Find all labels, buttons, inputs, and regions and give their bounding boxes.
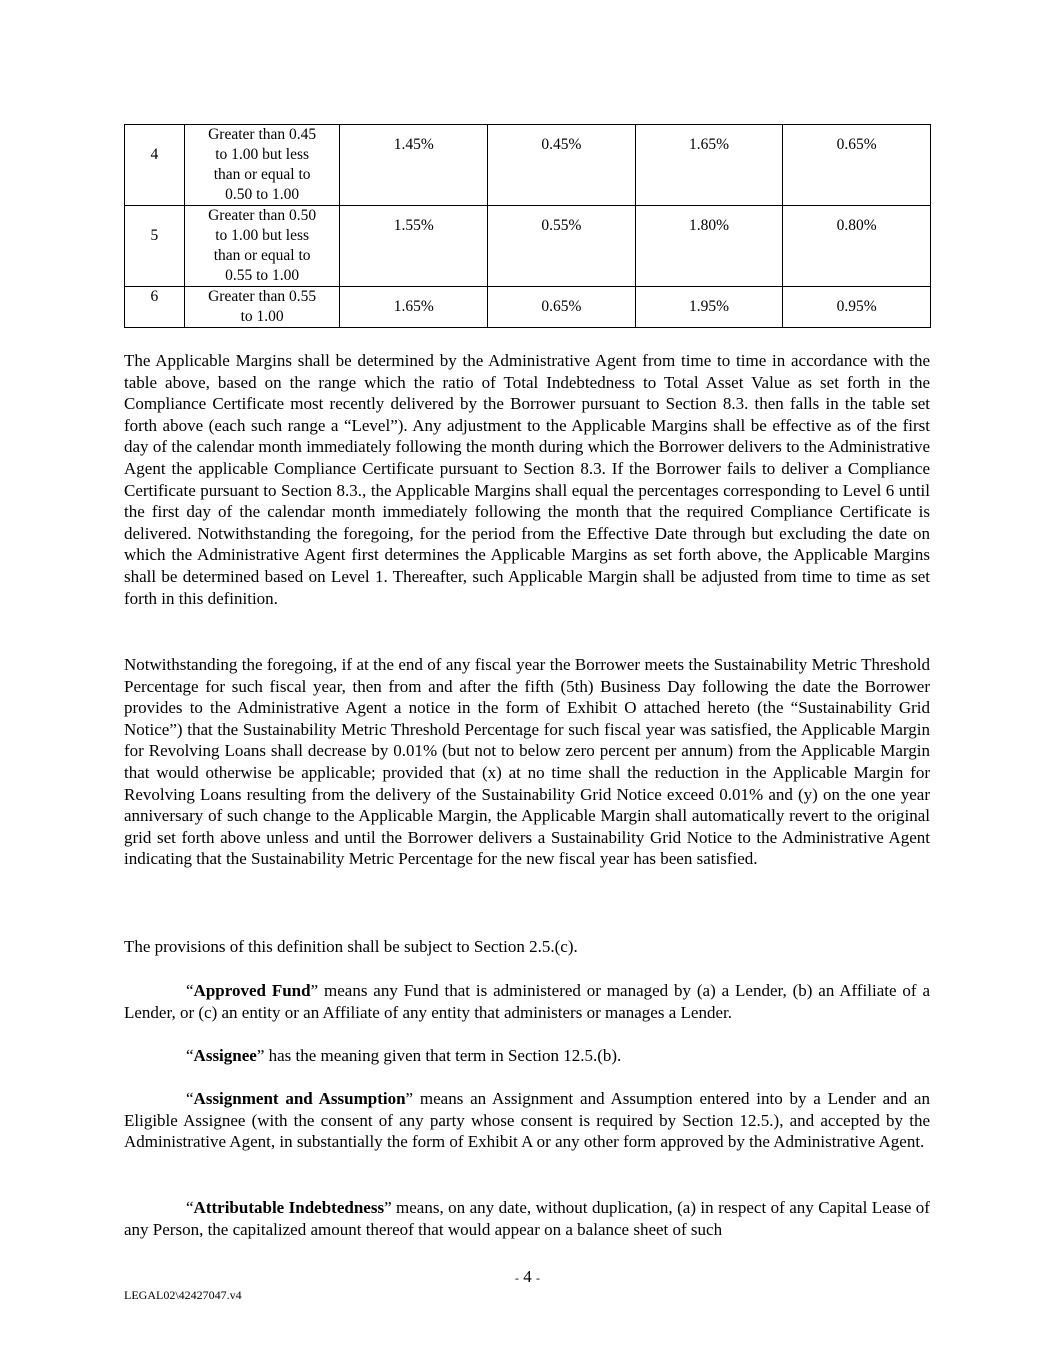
defined-term: Attributable Indebtedness	[193, 1198, 385, 1217]
range-cell: Greater than 0.55 to 1.00	[184, 287, 340, 328]
definition-assignment-and-assumption: “Assignment and Assumption” means an Assignment and Assumption entered into by a Lender and an Eligible Assignee (with the consent of any party whose consent is required by Section 12.5.), and accepted by the Administrative Agent, in substantially the form of Exhibit A or any other form approved by the Administrative Agent.	[124, 1089, 930, 1152]
page-number: - 4 -	[515, 1267, 540, 1286]
margin-value-cell: 0.80%	[783, 206, 931, 287]
range-cell: Greater than 0.50 to 1.00 but less than or equal to 0.55 to 1.00	[184, 206, 340, 287]
margin-value-cell: 0.55%	[488, 206, 636, 287]
level-cell: 6	[125, 287, 185, 328]
table-row	[125, 287, 931, 328]
margin-value-cell: 0.65%	[488, 287, 636, 328]
applicable-margin-table	[124, 124, 931, 328]
definition-approved-fund: “Approved Fund” means any Fund that is administered or managed by (a) a Lender, (b) an Affiliate of a Lender, or (c) an entity or an Affiliate of any entity that administers or manages a Lender.	[124, 981, 930, 1022]
range-cell: Greater than 0.45 to 1.00 but less than or equal to 0.50 to 1.00	[184, 125, 340, 206]
margin-value-cell: 0.45%	[488, 125, 636, 206]
document-id: LEGAL02\42427047.v4	[124, 1288, 242, 1302]
margin-value-cell: 1.45%	[340, 125, 488, 206]
margin-value-cell: 1.65%	[635, 125, 783, 206]
provisions-paragraph: The provisions of this definition shall be subject to Section 2.5.(c).	[124, 937, 578, 956]
level-cell: 5	[125, 206, 185, 287]
margin-value-cell: 0.65%	[783, 125, 931, 206]
defined-term: Approved Fund	[193, 981, 311, 1000]
table-row	[125, 206, 931, 287]
defined-term: Assignee	[193, 1046, 257, 1065]
defined-term: Assignment and Assumption	[193, 1089, 406, 1108]
margin-value-cell: 1.80%	[635, 206, 783, 287]
definition-assignee: “Assignee” has the meaning given that term in Section 12.5.(b).	[186, 1046, 622, 1065]
applicable-margins-paragraph: The Applicable Margins shall be determined by the Administrative Agent from time to time in accordance with the table above, based on the range which the ratio of Total Indebtedness to Total Asset Value as set forth in the Compliance Certificate most recently delivered by the Borrower pursuant to Section 8.3. then falls in the table set forth above (each such range a “Level”). Any adjustment to the Applicable Margins shall be effective as of the first day of the calendar month immediately following the month during which the Borrower delivers to the Administrative Agent the applicable Compliance Certificate pursuant to Section 8.3. If the Borrower fails to deliver a Compliance Certificate pursuant to Section 8.3., the Applicable Margins shall equal the percentages corresponding to Level 6 until the first day of the calendar month immediately following the month that the required Compliance Certificate is delivered. Notwithstanding the foregoing, for the period from the Effective Date through but excluding the date on which the Administrative Agent first determines the Applicable Margins as set forth above, the Applicable Margins shall be determined based on Level 1. Thereafter, such Applicable Margin shall be adjusted from time to time as set forth in this definition.	[124, 351, 930, 608]
margin-value-cell: 1.65%	[340, 287, 488, 328]
definition-attributable-indebtedness: “Attributable Indebtedness” means, on any date, without duplication, (a) in respect of any Capital Lease of any Person, the capitalized amount thereof that would appear on a balance sheet of such	[124, 1198, 930, 1239]
margin-value-cell: 1.95%	[635, 287, 783, 328]
sustainability-paragraph: Notwithstanding the foregoing, if at the end of any fiscal year the Borrower meets the Sustainability Metric Threshold Percentage for such fiscal year, then from and after the fifth (5th) Business Day following the date the Borrower provides to the Administrative Agent a notice in the form of Exhibit O attached hereto (the “Sustainability Grid Notice”) that the Sustainability Metric Threshold Percentage for such fiscal year was satisfied, the Applicable Margin for Revolving Loans shall decrease by 0.01% (but not to below zero percent per annum) from the Applicable Margin that would otherwise be applicable; provided that (x) at no time shall the reduction in the Applicable Margin for Revolving Loans resulting from the delivery of the Sustainability Grid Notice exceed 0.01% and (y) on the one year anniversary of such change to the Applicable Margin, the Applicable Margin shall automatically revert to the original grid set forth above unless and until the Borrower delivers a Sustainability Grid Notice to the Administrative Agent indicating that the Sustainability Metric Percentage for the new fiscal year has been satisfied.	[124, 655, 930, 869]
margin-value-cell: 1.55%	[340, 206, 488, 287]
table-row	[125, 125, 931, 206]
level-cell: 4	[125, 125, 185, 206]
margin-value-cell: 0.95%	[783, 287, 931, 328]
